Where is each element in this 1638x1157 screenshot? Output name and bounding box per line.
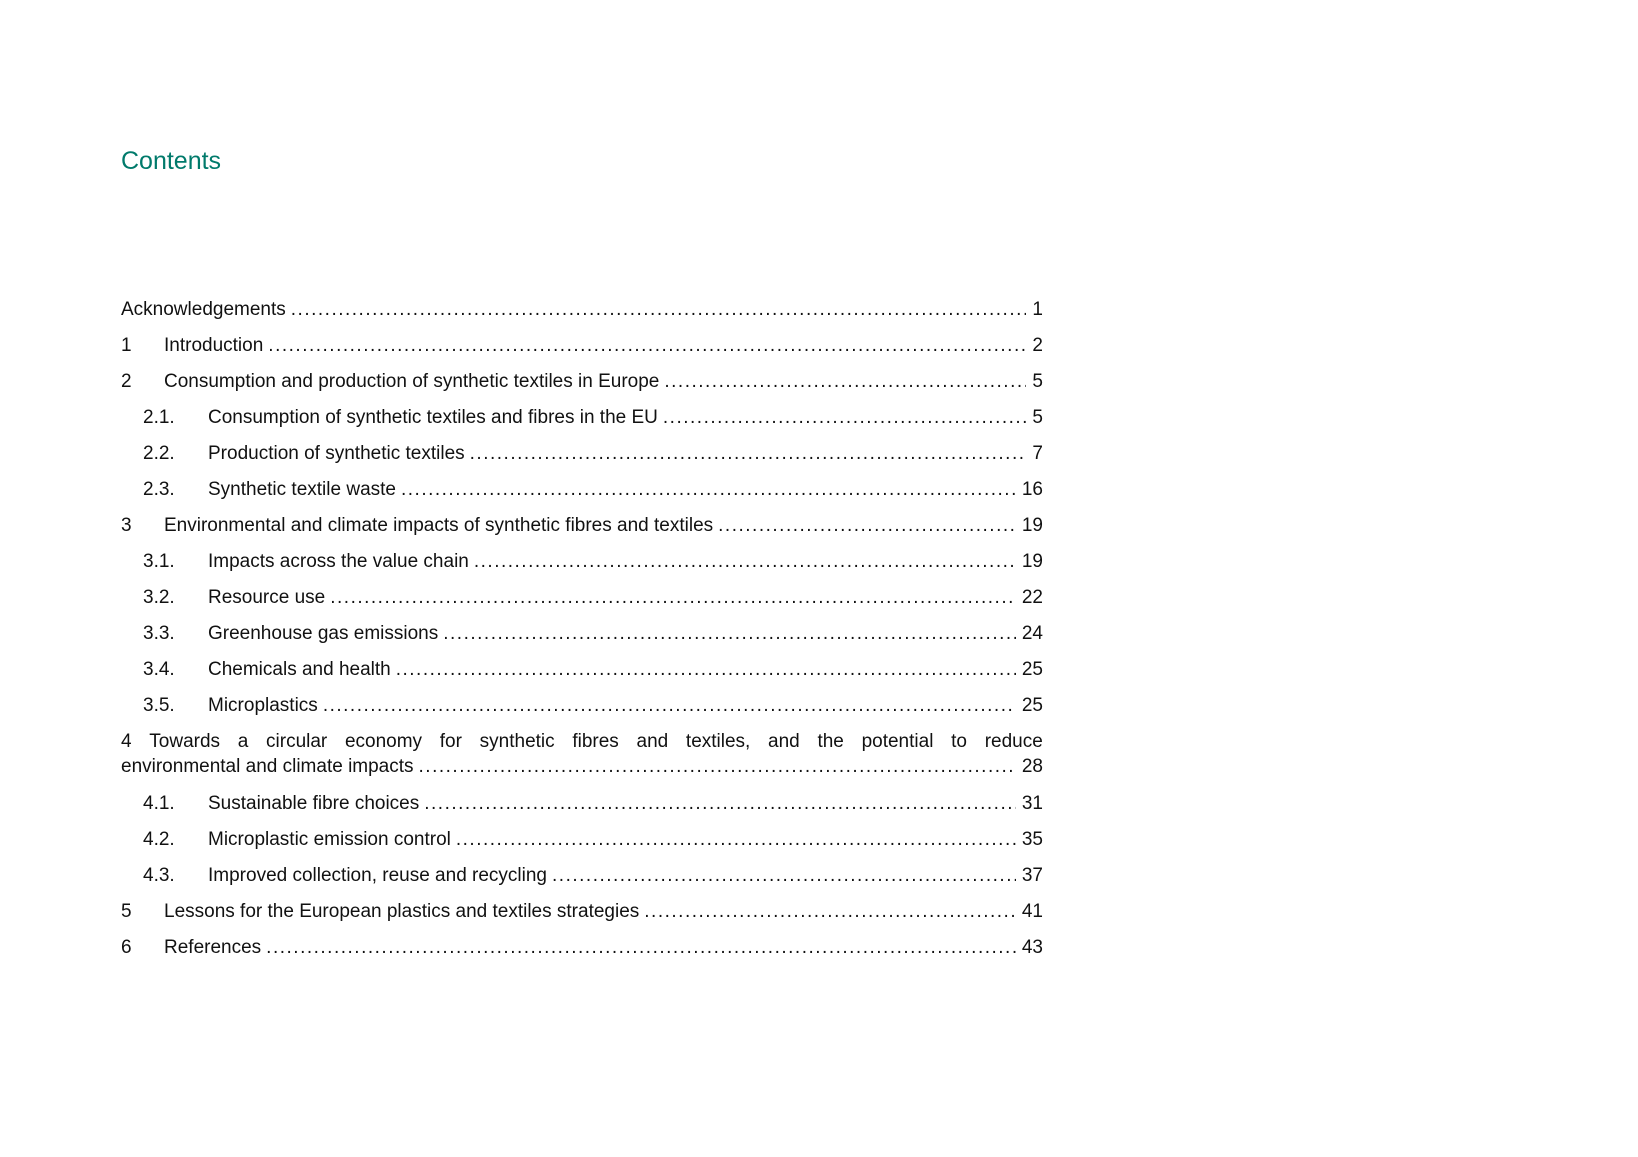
toc-entry-label: Consumption of synthetic textiles and fibres in the EU [208, 407, 658, 428]
toc-page-number: 19 [1021, 551, 1043, 572]
toc-section-number: 3.1. [143, 551, 175, 572]
toc-section-number: 2.1. [143, 407, 175, 428]
toc-dot-leader [323, 694, 1016, 718]
toc-dot-leader [266, 936, 1016, 960]
toc-page-number: 5 [1032, 371, 1043, 392]
toc-entry-label: Chemicals and health [208, 659, 391, 680]
toc-entry-section-2-3[interactable] [121, 478, 1043, 514]
toc-section-number: 3 [121, 515, 132, 536]
page-title: Contents [121, 147, 222, 175]
toc-label-word: to [951, 731, 967, 752]
toc-dot-leader [330, 586, 1016, 610]
toc-entry-label: Lessons for the European plastics and textiles strategies [164, 901, 640, 922]
toc-dot-leader [291, 298, 1027, 322]
toc-entry-label: References [164, 937, 262, 958]
toc-label-word: and [636, 731, 669, 752]
toc-section-number: 2.2. [143, 443, 175, 464]
toc-entry-label: Introduction [164, 335, 264, 356]
toc-label-word: for [439, 731, 462, 752]
toc-page-number: 43 [1021, 937, 1043, 958]
toc-dot-leader [456, 828, 1016, 852]
toc-section-number: 5 [121, 901, 132, 922]
toc-label-word: circular [266, 731, 328, 752]
toc-dot-leader [396, 658, 1016, 682]
toc-section-number: 4.3. [143, 865, 175, 886]
toc-label-word: the [817, 731, 844, 752]
toc-label-word: and [768, 731, 800, 752]
toc-entry-section-2-2[interactable] [121, 442, 1043, 478]
toc-entry-label: Microplastic emission control [208, 829, 451, 850]
toc-label-word: synthetic [479, 731, 555, 752]
toc-entry-section-5[interactable] [121, 900, 1043, 936]
toc-page-number: 22 [1021, 587, 1043, 608]
toc-section-number: 2.3. [143, 479, 175, 500]
toc-entry-section-3-1[interactable] [121, 550, 1043, 586]
toc-dot-leader [663, 406, 1027, 430]
toc-label-word: economy [344, 731, 423, 752]
toc-entry-label: Sustainable fibre choices [208, 793, 420, 814]
toc-section-number: 3.4. [143, 659, 175, 680]
toc-section-number: 3.3. [143, 623, 175, 644]
toc-section-number: 3.5. [143, 695, 175, 716]
toc-dot-leader [470, 442, 1027, 466]
toc-entry-section-3-2[interactable] [121, 586, 1043, 622]
toc-dot-leader [268, 334, 1026, 358]
toc-entry-section-4-1[interactable] [121, 792, 1043, 828]
toc-entry-section-3-4[interactable] [121, 658, 1043, 694]
toc-section-number: 3.2. [143, 587, 175, 608]
toc-dot-leader [443, 622, 1016, 646]
toc-page-number: 25 [1021, 695, 1043, 716]
toc-label-word: a [237, 731, 249, 752]
toc-entry-label: Resource use [208, 587, 326, 608]
toc-entry-label: Consumption and production of synthetic textiles in Europe [164, 371, 660, 392]
toc-entry-label: environmental and climate impacts [121, 756, 414, 777]
toc-dot-leader [552, 864, 1016, 888]
toc-page-number: 37 [1021, 865, 1043, 886]
toc-dot-leader [664, 370, 1026, 394]
toc-entry-section-4[interactable] [121, 730, 1043, 792]
toc-entry-section-3-3[interactable] [121, 622, 1043, 658]
toc-entry-section-3-5[interactable] [121, 694, 1043, 730]
toc-page-number: 25 [1021, 659, 1043, 680]
toc-label-word: potential [861, 731, 934, 752]
toc-entry-label: Synthetic textile waste [208, 479, 396, 500]
toc-dot-leader [424, 792, 1016, 816]
toc-page-number: 1 [1032, 299, 1043, 320]
toc-label-word: Towards [149, 731, 221, 752]
toc-page-number: 16 [1021, 479, 1043, 500]
toc-page-number: 7 [1032, 443, 1043, 464]
toc-entry-first-line [121, 730, 1043, 754]
toc-entry-section-2[interactable] [121, 370, 1043, 406]
toc-entry-references[interactable] [121, 936, 1043, 972]
toc-entry-label: Greenhouse gas emissions [208, 623, 439, 644]
toc-entry-label: Impacts across the value chain [208, 551, 469, 572]
toc-dot-leader [474, 550, 1016, 574]
toc-page-number: 41 [1021, 901, 1043, 922]
toc-dot-leader [401, 478, 1016, 502]
toc-entry-section-4-2[interactable] [121, 828, 1043, 864]
toc-label-word: textiles, [685, 731, 751, 752]
toc-section-number: 4.1. [143, 793, 175, 814]
toc-entry-label: Improved collection, reuse and recycling [208, 865, 548, 886]
toc-entry-second-line [121, 754, 1043, 780]
toc-entry-introduction[interactable] [121, 334, 1043, 370]
toc-entry-section-4-3[interactable] [121, 864, 1043, 900]
toc-page-number: 2 [1032, 335, 1043, 356]
toc-page-number: 35 [1021, 829, 1043, 850]
toc-page-number: 24 [1021, 623, 1043, 644]
toc-page-number: 5 [1032, 407, 1043, 428]
toc-page-number: 19 [1021, 515, 1043, 536]
toc-section-number: 4 [121, 731, 132, 752]
toc-dot-leader [419, 754, 1016, 780]
toc-section-number: 1 [121, 335, 132, 356]
toc-section-number: 6 [121, 937, 132, 958]
toc-entry-section-2-1[interactable] [121, 406, 1043, 442]
toc-dot-leader [718, 514, 1016, 538]
toc-entry-label: Acknowledgements [121, 299, 286, 320]
table-of-contents [121, 298, 1043, 972]
toc-entry-label: Production of synthetic textiles [208, 443, 465, 464]
toc-entry-section-3[interactable] [121, 514, 1043, 550]
toc-entry-label: Microplastics [208, 695, 318, 716]
toc-entry-acknowledgements[interactable] [121, 298, 1043, 334]
toc-entry-label: Environmental and climate impacts of synthetic fibres and textiles [164, 515, 714, 536]
toc-label-word: reduce [984, 731, 1043, 752]
toc-page-number: 28 [1021, 756, 1043, 777]
toc-dot-leader [644, 900, 1016, 924]
toc-section-number: 4.2. [143, 829, 175, 850]
toc-page-number: 31 [1021, 793, 1043, 814]
toc-section-number: 2 [121, 371, 132, 392]
toc-label-word: fibres [572, 731, 619, 752]
